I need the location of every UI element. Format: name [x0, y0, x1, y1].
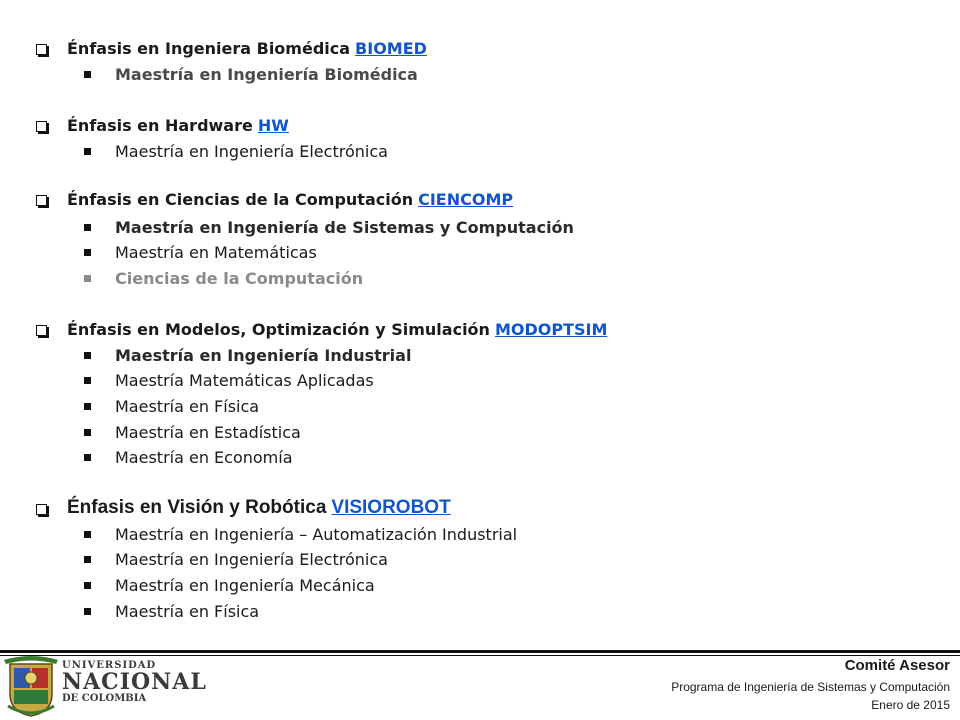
checkbox-bullet-icon	[36, 195, 47, 206]
emphasis-biomed	[36, 39, 427, 58]
square-bullet-icon	[84, 377, 91, 384]
list-item: Maestría en Ingeniería – Automatización Industrial	[84, 525, 517, 544]
checkbox-bullet-icon	[36, 504, 47, 515]
list-item: Maestría en Ingeniería Electrónica	[84, 142, 388, 161]
emphasis-label: Énfasis en Ingeniera Biomédica	[67, 39, 351, 58]
list-item: Maestría en Física	[84, 602, 259, 621]
footer-divider-thin	[0, 655, 960, 656]
list-item: Maestría en Ingeniería Mecánica	[84, 576, 375, 595]
university-line3: DE COLOMBIA	[62, 693, 147, 704]
square-bullet-icon	[84, 429, 91, 436]
square-bullet-icon	[84, 454, 91, 461]
list-item: Maestría en Estadística	[84, 423, 301, 442]
emphasis-visiorobot	[36, 497, 451, 519]
emphasis-modoptsim	[36, 320, 607, 339]
footer-divider	[0, 650, 960, 653]
emphasis-label: Énfasis en Hardware	[67, 116, 253, 135]
list-item: Maestría en Ingeniería Industrial	[84, 346, 411, 365]
university-crest-icon	[2, 654, 60, 718]
square-bullet-icon	[84, 582, 91, 589]
emphasis-hw	[36, 116, 289, 135]
modoptsim-link[interactable]: MODOPTSIM	[494, 320, 608, 339]
square-bullet-icon	[84, 531, 91, 538]
square-bullet-icon	[84, 275, 91, 282]
list-item: Maestría en Economía	[84, 448, 293, 467]
list-item: Maestría en Ingeniería Biomédica	[84, 65, 418, 84]
university-logo	[62, 660, 207, 704]
university-line2: NACIONAL	[62, 669, 207, 695]
date-label: Enero de 2015	[871, 698, 950, 712]
square-bullet-icon	[84, 556, 91, 563]
square-bullet-icon	[84, 148, 91, 155]
list-item: Ciencias de la Computación	[84, 269, 363, 288]
list-item: Maestría en Ingeniería de Sistemas y Computación	[84, 218, 574, 237]
ciencomp-link[interactable]: CIENCOMP	[418, 190, 514, 209]
list-item: Maestría en Ingeniería Electrónica	[84, 550, 388, 569]
checkbox-bullet-icon	[36, 325, 47, 336]
emphasis-label: Énfasis en Visión y Robótica	[67, 497, 327, 518]
square-bullet-icon	[84, 71, 91, 78]
square-bullet-icon	[84, 352, 91, 359]
checkbox-bullet-icon	[36, 121, 47, 132]
emphasis-ciencomp	[36, 190, 513, 209]
biomed-link[interactable]: BIOMED	[355, 39, 427, 58]
list-item: Maestría en Física	[84, 397, 259, 416]
square-bullet-icon	[84, 249, 91, 256]
list-item: Maestría Matemáticas Aplicadas	[84, 371, 374, 390]
checkbox-bullet-icon	[36, 44, 47, 55]
square-bullet-icon	[84, 224, 91, 231]
hw-link[interactable]: HW	[257, 116, 289, 135]
program-name: Programa de Ingeniería de Sistemas y Computación	[671, 680, 950, 694]
emphasis-label: Énfasis en Ciencias de la Computación	[67, 190, 414, 209]
list-item: Maestría en Matemáticas	[84, 243, 317, 262]
committee-title: Comité Asesor	[844, 657, 950, 674]
university-line1: UNIVERSIDAD	[62, 660, 157, 671]
visiorobot-link[interactable]: VISIOROBOT	[331, 497, 451, 518]
square-bullet-icon	[84, 403, 91, 410]
emphasis-label: Énfasis en Modelos, Optimización y Simulación	[67, 320, 490, 339]
square-bullet-icon	[84, 608, 91, 615]
